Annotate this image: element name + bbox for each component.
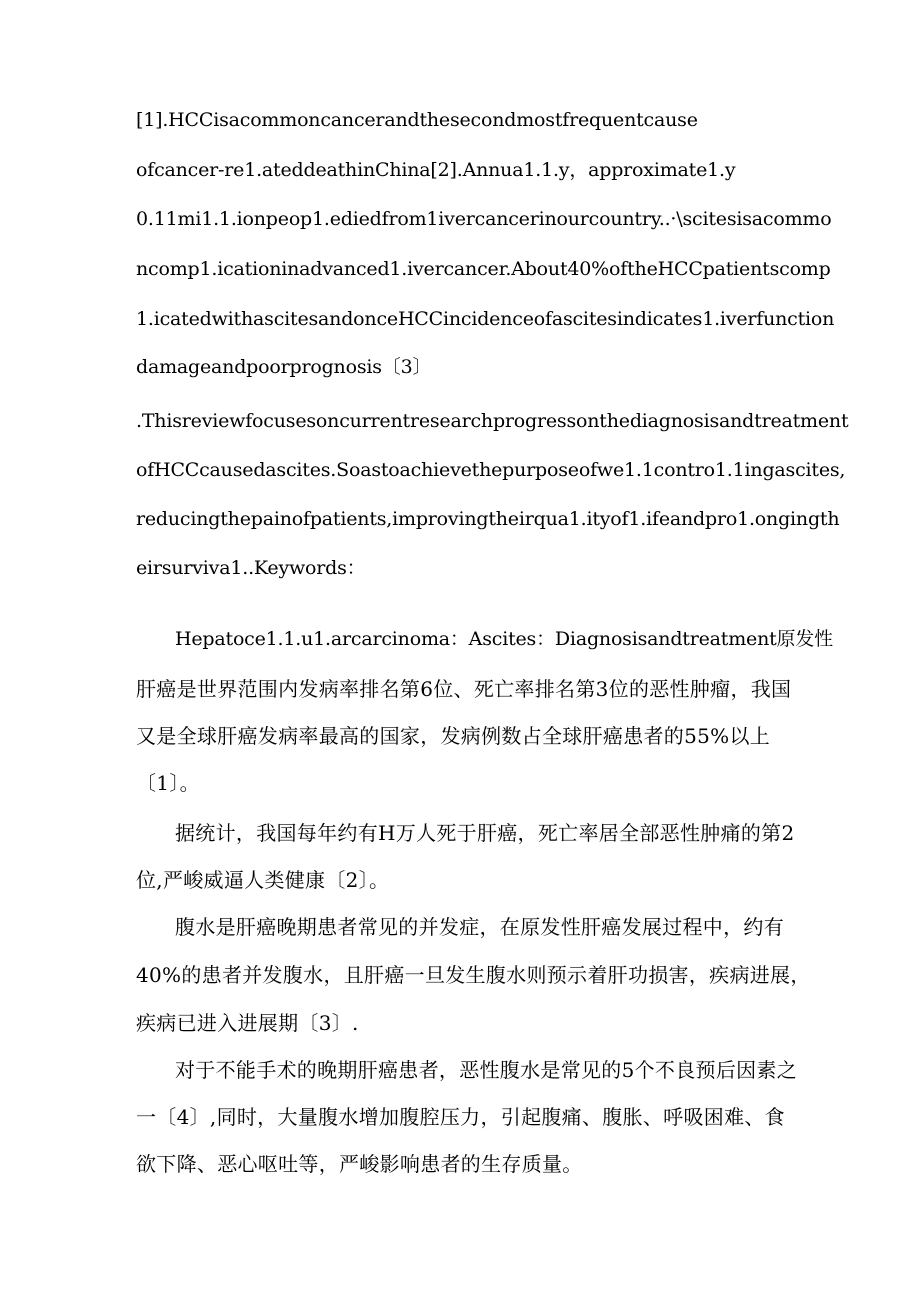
text-line: 位,严峻威逼人类健康〔2〕。 <box>136 868 390 892</box>
text-line: 腹水是肝癌晚期患者常见的并发症，在原发性肝癌发展过程中，约有 <box>175 915 784 939</box>
text-line: 40%的患者并发腹水，且肝癌一旦发生腹水则预示着肝功损害，疾病进展， <box>136 963 811 987</box>
text-line: [1].HCCisacommoncancerandthesecondmostfrequentcause <box>136 109 698 131</box>
text-line: 疾病已进入进展期〔3〕. <box>136 1011 359 1035</box>
text-line: 对于不能手术的晚期肝癌患者，恶性腹水是常见的5个不良预后因素之 <box>175 1058 798 1082</box>
text-line: 0.11mi1.1.ionpeop1.ediedfrom1ivercancerinourcountry..·\scitesisacommo <box>136 208 832 230</box>
text-line: .Thisreviewfocusesoncurrentresearchprogressonthediagnosisandtreatment <box>136 410 849 432</box>
text-line: 据统计，我国每年约有H万人死于肝癌，死亡率居全部恶性肿痛的第2 <box>175 821 795 845</box>
text-line: eirsurviva1..Keywords： <box>136 557 366 579</box>
text-line: 欲下降、恶心呕吐等，严峻影响患者的生存质量。 <box>136 1152 583 1176</box>
text-line: ncomp1.icationinadvanced1.ivercancer.About40%oftheHCCpatientscomp <box>136 258 831 280</box>
text-line: reducingthepainofpatients,improvingtheirqua1.ityof1.ifeandpro1.ongingth <box>136 508 840 530</box>
text-line: 1.icatedwithascitesandonceHCCincidenceofascitesindicates1.iverfunction <box>136 308 835 330</box>
text-line: 〔1〕。 <box>136 771 200 795</box>
text-line: 一〔4〕,同时，大量腹水增加腹腔压力，引起腹痛、腹胀、呼吸困难、食 <box>136 1105 785 1129</box>
text-line: ofHCCcausedascites.Soastoachievethepurposeofwe1.1contro1.1ingascites, <box>136 459 846 481</box>
text-line: damageandpoorprognosis〔3〕 <box>136 356 432 378</box>
text-line: 肝癌是世界范围内发病率排名第6位、死亡率排名第3位的恶性肿瘤，我国 <box>136 677 792 701</box>
text-line: Hepatoce1.1.u1.arcarcinoma：Ascites：Diagnosisandtreatment原发性 <box>175 628 833 650</box>
text-line: 又是全球肝癌发病率最高的国家，发病例数占全球肝癌患者的55%以上 <box>136 724 771 748</box>
text-line: ofcancer-re1.ateddeathinChina[2].Annua1.1.y，approximate1.y <box>136 159 736 181</box>
